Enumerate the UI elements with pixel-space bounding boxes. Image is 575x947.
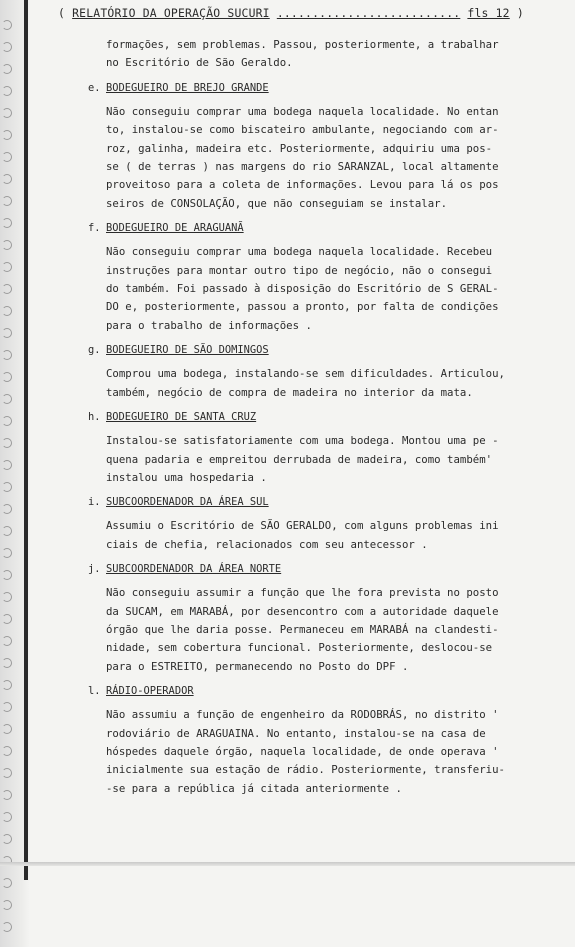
header-open-paren: ( bbox=[58, 6, 66, 20]
punch-hole bbox=[2, 438, 12, 448]
punch-hole bbox=[2, 790, 12, 800]
punch-hole bbox=[2, 20, 12, 30]
item-line: inicialmente sua estação de rádio. Posteriormente, transferiu- bbox=[106, 763, 505, 777]
header-close-paren: ) bbox=[516, 6, 524, 20]
item-section bbox=[88, 560, 540, 676]
punch-hole bbox=[2, 614, 12, 624]
item-line: Não conseguiu comprar uma bodega naquela localidade. No entan bbox=[106, 104, 499, 118]
punch-hole bbox=[2, 592, 12, 602]
item-line: -se para a república já citada anteriormente . bbox=[106, 781, 402, 795]
item-line: órgão que lhe daria posse. Permaneceu em MARABÁ na clandesti- bbox=[106, 622, 499, 636]
item-line: Assumiu o Escritório de SÃO GERALDO, com alguns problemas ini bbox=[106, 519, 499, 533]
punch-hole bbox=[2, 306, 12, 316]
page-edge-shadow bbox=[24, 0, 28, 880]
punch-hole bbox=[2, 834, 12, 844]
item-body bbox=[88, 243, 540, 335]
punch-hole bbox=[2, 86, 12, 96]
punch-hole bbox=[2, 394, 12, 404]
intro-line: formações, sem problemas. Passou, posteriormente, a trabalhar bbox=[106, 38, 499, 51]
item-line: ciais de chefia, relacionados com seu antecessor . bbox=[106, 537, 428, 551]
punch-hole bbox=[2, 42, 12, 52]
punch-hole bbox=[2, 658, 12, 668]
punch-hole bbox=[2, 878, 12, 888]
item-heading bbox=[88, 560, 540, 578]
punch-holes bbox=[2, 20, 16, 944]
item-body bbox=[88, 432, 540, 487]
item-line: do também. Foi passado à disposição do Escritório de S GERAL- bbox=[106, 282, 499, 296]
punch-hole bbox=[2, 416, 12, 426]
punch-hole bbox=[2, 196, 12, 206]
intro-line: no Escritório de São Geraldo. bbox=[106, 56, 293, 70]
punch-hole bbox=[2, 570, 12, 580]
punch-hole bbox=[2, 900, 12, 910]
item-line: to, instalou-se como biscateiro ambulante, negociando com ar- bbox=[106, 123, 499, 137]
punch-hole bbox=[2, 328, 12, 338]
punch-hole bbox=[2, 262, 12, 272]
item-line: instalou uma hospedaria . bbox=[106, 470, 267, 484]
item-title: SUBCOORDENADOR DA ÁREA SUL bbox=[106, 496, 269, 509]
punch-hole bbox=[2, 152, 12, 162]
item-heading bbox=[88, 408, 540, 426]
fold-line bbox=[0, 862, 575, 866]
intro-paragraph bbox=[88, 36, 540, 73]
item-body bbox=[88, 365, 540, 402]
item-line: Não conseguiu comprar uma bodega naquela localidade. Recebeu bbox=[106, 245, 493, 259]
item-title: SUBCOORDENADOR DA ÁREA NORTE bbox=[106, 563, 282, 576]
punch-hole bbox=[2, 746, 12, 756]
punch-hole bbox=[2, 548, 12, 558]
punch-hole bbox=[2, 174, 12, 184]
item-body bbox=[88, 584, 540, 676]
item-letter: i. bbox=[88, 496, 101, 509]
item-line: instruções para montar outro tipo de negócio, não o consegui bbox=[106, 263, 493, 277]
item-title: BODEGUEIRO DE BREJO GRANDE bbox=[106, 81, 269, 94]
item-body bbox=[88, 103, 540, 213]
punch-hole bbox=[2, 372, 12, 382]
item-section bbox=[88, 493, 540, 554]
item-line: rodoviário de ARAGUAINA. No entanto, instalou-se na casa de bbox=[106, 726, 486, 740]
punch-hole bbox=[2, 350, 12, 360]
document-body bbox=[88, 36, 540, 798]
item-section bbox=[88, 341, 540, 402]
item-line: também, negócio de compra de madeira no interior da mata. bbox=[106, 385, 473, 399]
item-line: da SUCAM, em MARABÁ, por desencontro com a autoridade daquele bbox=[106, 604, 499, 618]
item-line: proveitoso para a coleta de informações. Levou para lá os pos bbox=[106, 178, 499, 192]
punch-hole bbox=[2, 812, 12, 822]
item-letter: f. bbox=[88, 222, 101, 235]
punch-hole bbox=[2, 724, 12, 734]
punch-hole bbox=[2, 702, 12, 712]
punch-hole bbox=[2, 130, 12, 140]
punch-hole bbox=[2, 680, 12, 690]
item-title: BODEGUEIRO DE SANTA CRUZ bbox=[106, 411, 257, 424]
item-line: para o trabalho de informações . bbox=[106, 318, 312, 332]
punch-hole bbox=[2, 922, 12, 932]
item-line: para o ESTREITO, permanecendo no Posto do DPF . bbox=[106, 659, 409, 673]
punch-hole bbox=[2, 108, 12, 118]
item-title: BODEGUEIRO DE ARAGUANÃ bbox=[106, 222, 244, 235]
punch-hole bbox=[2, 64, 12, 74]
item-heading bbox=[88, 219, 540, 237]
item-list bbox=[88, 79, 540, 798]
punch-hole bbox=[2, 504, 12, 514]
punch-hole bbox=[2, 482, 12, 492]
item-section bbox=[88, 219, 540, 335]
page-header bbox=[58, 6, 528, 20]
header-page-number: fls 12 bbox=[467, 6, 510, 20]
item-letter: h. bbox=[88, 411, 101, 424]
punch-hole bbox=[2, 526, 12, 536]
item-section bbox=[88, 79, 540, 213]
item-line: nidade, sem cobertura funcional. Posteriormente, deslocou-se bbox=[106, 641, 493, 655]
item-heading bbox=[88, 341, 540, 359]
punch-hole bbox=[2, 240, 12, 250]
item-line: Não assumiu a função de engenheiro da RODOBRÁS, no distrito ' bbox=[106, 708, 499, 722]
item-heading bbox=[88, 682, 540, 700]
punch-hole bbox=[2, 460, 12, 470]
punch-hole bbox=[2, 768, 12, 778]
item-line: DO e, posteriormente, passou a pronto, por falta de condições bbox=[106, 300, 499, 314]
item-letter: e. bbox=[88, 81, 101, 94]
punch-hole bbox=[2, 636, 12, 646]
item-letter: j. bbox=[88, 563, 101, 576]
item-line: seiros de CONSOLAÇÃO, que não conseguiam se instalar. bbox=[106, 196, 448, 210]
header-dots: .......................... bbox=[276, 6, 461, 20]
item-section bbox=[88, 682, 540, 798]
item-line: Instalou-se satisfatoriamente com uma bodega. Montou uma pe - bbox=[106, 434, 499, 448]
item-letter: g. bbox=[88, 344, 101, 357]
item-body bbox=[88, 517, 540, 554]
item-line: roz, galinha, madeira etc. Posteriormente, adquiriu uma pos- bbox=[106, 141, 493, 155]
item-line: Comprou uma bodega, instalando-se sem dificuldades. Articulou, bbox=[106, 367, 505, 381]
punch-hole bbox=[2, 218, 12, 228]
item-letter: l. bbox=[88, 685, 101, 698]
item-heading bbox=[88, 79, 540, 97]
item-line: hóspedes daquele órgão, naquela localidade, de onde operava ' bbox=[106, 744, 499, 758]
header-title: RELATÓRIO DA OPERAÇÃO SUCURI bbox=[72, 6, 270, 20]
item-heading bbox=[88, 493, 540, 511]
item-line: Não conseguiu assumir a função que lhe fora prevista no posto bbox=[106, 586, 499, 600]
item-body bbox=[88, 706, 540, 798]
item-line: quena padaria e empreitou derrubada de madeira, como também' bbox=[106, 452, 493, 466]
item-section bbox=[88, 408, 540, 487]
item-title: BODEGUEIRO DE SÃO DOMINGOS bbox=[106, 344, 269, 357]
item-line: se ( de terras ) nas margens do rio SARANZAL, local altamente bbox=[106, 160, 499, 174]
punch-hole bbox=[2, 284, 12, 294]
item-title: RÁDIO-OPERADOR bbox=[106, 685, 194, 698]
